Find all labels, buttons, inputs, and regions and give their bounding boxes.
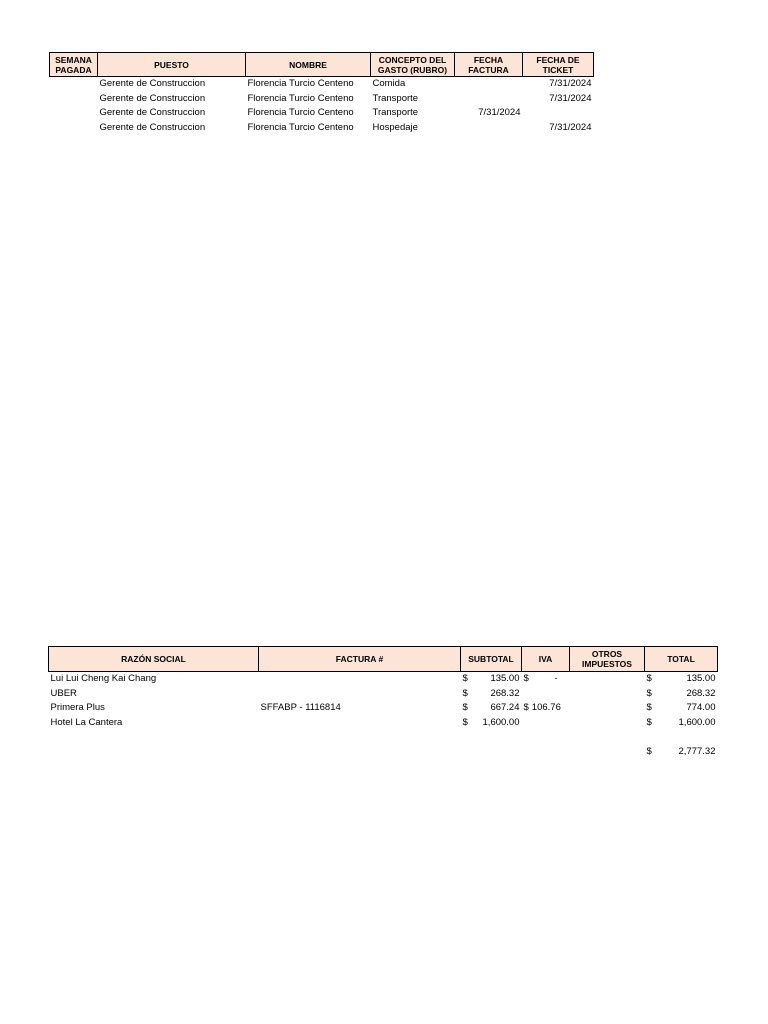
invoice-table	[48, 646, 718, 760]
iva-value: -	[554, 673, 558, 684]
cell-razon-social: Lui Lui Cheng Kai Chang	[50, 673, 157, 684]
total-value: 1,600.00	[678, 716, 716, 728]
header-iva: IVA	[522, 647, 570, 672]
cell-iva	[522, 672, 570, 687]
cell-factura	[259, 672, 461, 687]
cell-fecha-factura	[455, 77, 523, 92]
cell-concepto: Transporte	[372, 92, 419, 104]
cell-nombre: Florencia Turcio Centeno	[247, 121, 354, 133]
header-concepto: CONCEPTO DEL GASTO (RUBRO)	[371, 53, 455, 77]
total-value: 135.00	[686, 673, 716, 684]
cell-subtotal	[461, 716, 522, 731]
total-value: 268.32	[686, 687, 716, 699]
cell-puesto: Gerente de Construccion	[99, 121, 206, 133]
iva-value: 106.76	[531, 702, 561, 714]
table-row	[50, 77, 594, 92]
currency-symbol: $	[646, 716, 652, 728]
cell-semana	[50, 77, 98, 92]
table-row	[49, 687, 718, 702]
currency-symbol: $	[646, 687, 652, 699]
header-otros-impuestos: OTROS IMPUESTOS	[570, 647, 645, 672]
cell-iva	[522, 701, 570, 716]
table-row	[50, 92, 594, 107]
currency-symbol: $	[523, 702, 529, 714]
cell-concepto: Comida	[372, 78, 406, 89]
header-fecha-ticket: FECHA DE TICKET	[523, 53, 594, 77]
cell-razon-social: UBER	[50, 687, 77, 699]
currency-symbol: $	[646, 673, 652, 684]
currency-symbol: $	[646, 746, 652, 758]
cell-fecha-ticket: 7/31/2024	[549, 78, 592, 89]
cell-factura: SFFABP - 1116814	[260, 702, 341, 714]
currency-symbol: $	[462, 716, 468, 728]
cell-nombre: Florencia Turcio Centeno	[247, 107, 354, 119]
header-nombre: NOMBRE	[246, 53, 371, 77]
header-total: TOTAL	[645, 647, 718, 672]
currency-symbol: $	[462, 673, 468, 684]
header-subtotal: SUBTOTAL	[461, 647, 522, 672]
subtotal-value: 1,600.00	[482, 716, 520, 728]
currency-symbol: $	[523, 673, 529, 684]
cell-subtotal	[461, 672, 522, 687]
cell-nombre: Florencia Turcio Centeno	[247, 92, 354, 104]
table-row	[50, 106, 594, 121]
cell-fecha-factura	[455, 121, 523, 136]
total-value: 774.00	[686, 702, 716, 714]
cell-subtotal	[461, 701, 522, 716]
header-fecha-factura: FECHA FACTURA	[455, 53, 523, 77]
cell-puesto: Gerente de Construccion	[99, 92, 206, 104]
cell-concepto: Transporte	[372, 107, 419, 119]
header-semana-pagada: SEMANA PAGADA	[50, 53, 98, 77]
currency-symbol: $	[462, 702, 468, 714]
cell-otros	[570, 687, 645, 702]
cell-total	[645, 687, 718, 702]
cell-factura	[259, 716, 461, 731]
table-row	[50, 121, 594, 136]
table-row	[49, 716, 718, 731]
cell-fecha-factura: 7/31/2024	[478, 107, 521, 119]
table-row	[49, 672, 718, 687]
table-row	[49, 701, 718, 716]
cell-otros	[570, 716, 645, 731]
expenses-table	[49, 52, 594, 135]
cell-nombre: Florencia Turcio Centeno	[247, 78, 354, 89]
cell-razon-social: Hotel La Cantera	[50, 716, 123, 728]
expenses-header-row	[50, 53, 594, 77]
cell-fecha-ticket: 7/31/2024	[549, 92, 592, 104]
cell-iva	[522, 716, 570, 731]
invoice-header-row	[49, 647, 718, 672]
cell-otros	[570, 672, 645, 687]
cell-puesto: Gerente de Construccion	[99, 107, 206, 119]
cell-total	[645, 672, 718, 687]
subtotal-value: 135.00	[490, 673, 520, 684]
cell-razon-social: Primera Plus	[50, 702, 105, 714]
cell-factura	[259, 687, 461, 702]
header-puesto: PUESTO	[98, 53, 246, 77]
cell-iva	[522, 687, 570, 702]
currency-symbol: $	[462, 687, 468, 699]
cell-otros	[570, 701, 645, 716]
cell-subtotal	[461, 687, 522, 702]
cell-total	[645, 701, 718, 716]
cell-concepto: Hospedaje	[372, 121, 418, 133]
cell-semana	[50, 106, 98, 121]
subtotal-value: 268.32	[490, 687, 520, 699]
cell-fecha-ticket	[523, 106, 594, 121]
cell-fecha-ticket: 7/31/2024	[549, 121, 592, 133]
grand-total-row	[49, 745, 718, 760]
cell-grand-total	[645, 745, 718, 760]
cell-fecha-factura	[455, 92, 523, 107]
subtotal-value: 667.24	[490, 702, 520, 714]
header-factura: FACTURA #	[259, 647, 461, 672]
grand-total-value: 2,777.32	[678, 746, 716, 758]
cell-semana	[50, 92, 98, 107]
cell-semana	[50, 121, 98, 136]
spacer-row	[49, 730, 718, 745]
header-razon-social: RAZÓN SOCIAL	[49, 647, 259, 672]
cell-total	[645, 716, 718, 731]
currency-symbol: $	[646, 702, 652, 714]
cell-puesto: Gerente de Construccion	[99, 78, 206, 89]
